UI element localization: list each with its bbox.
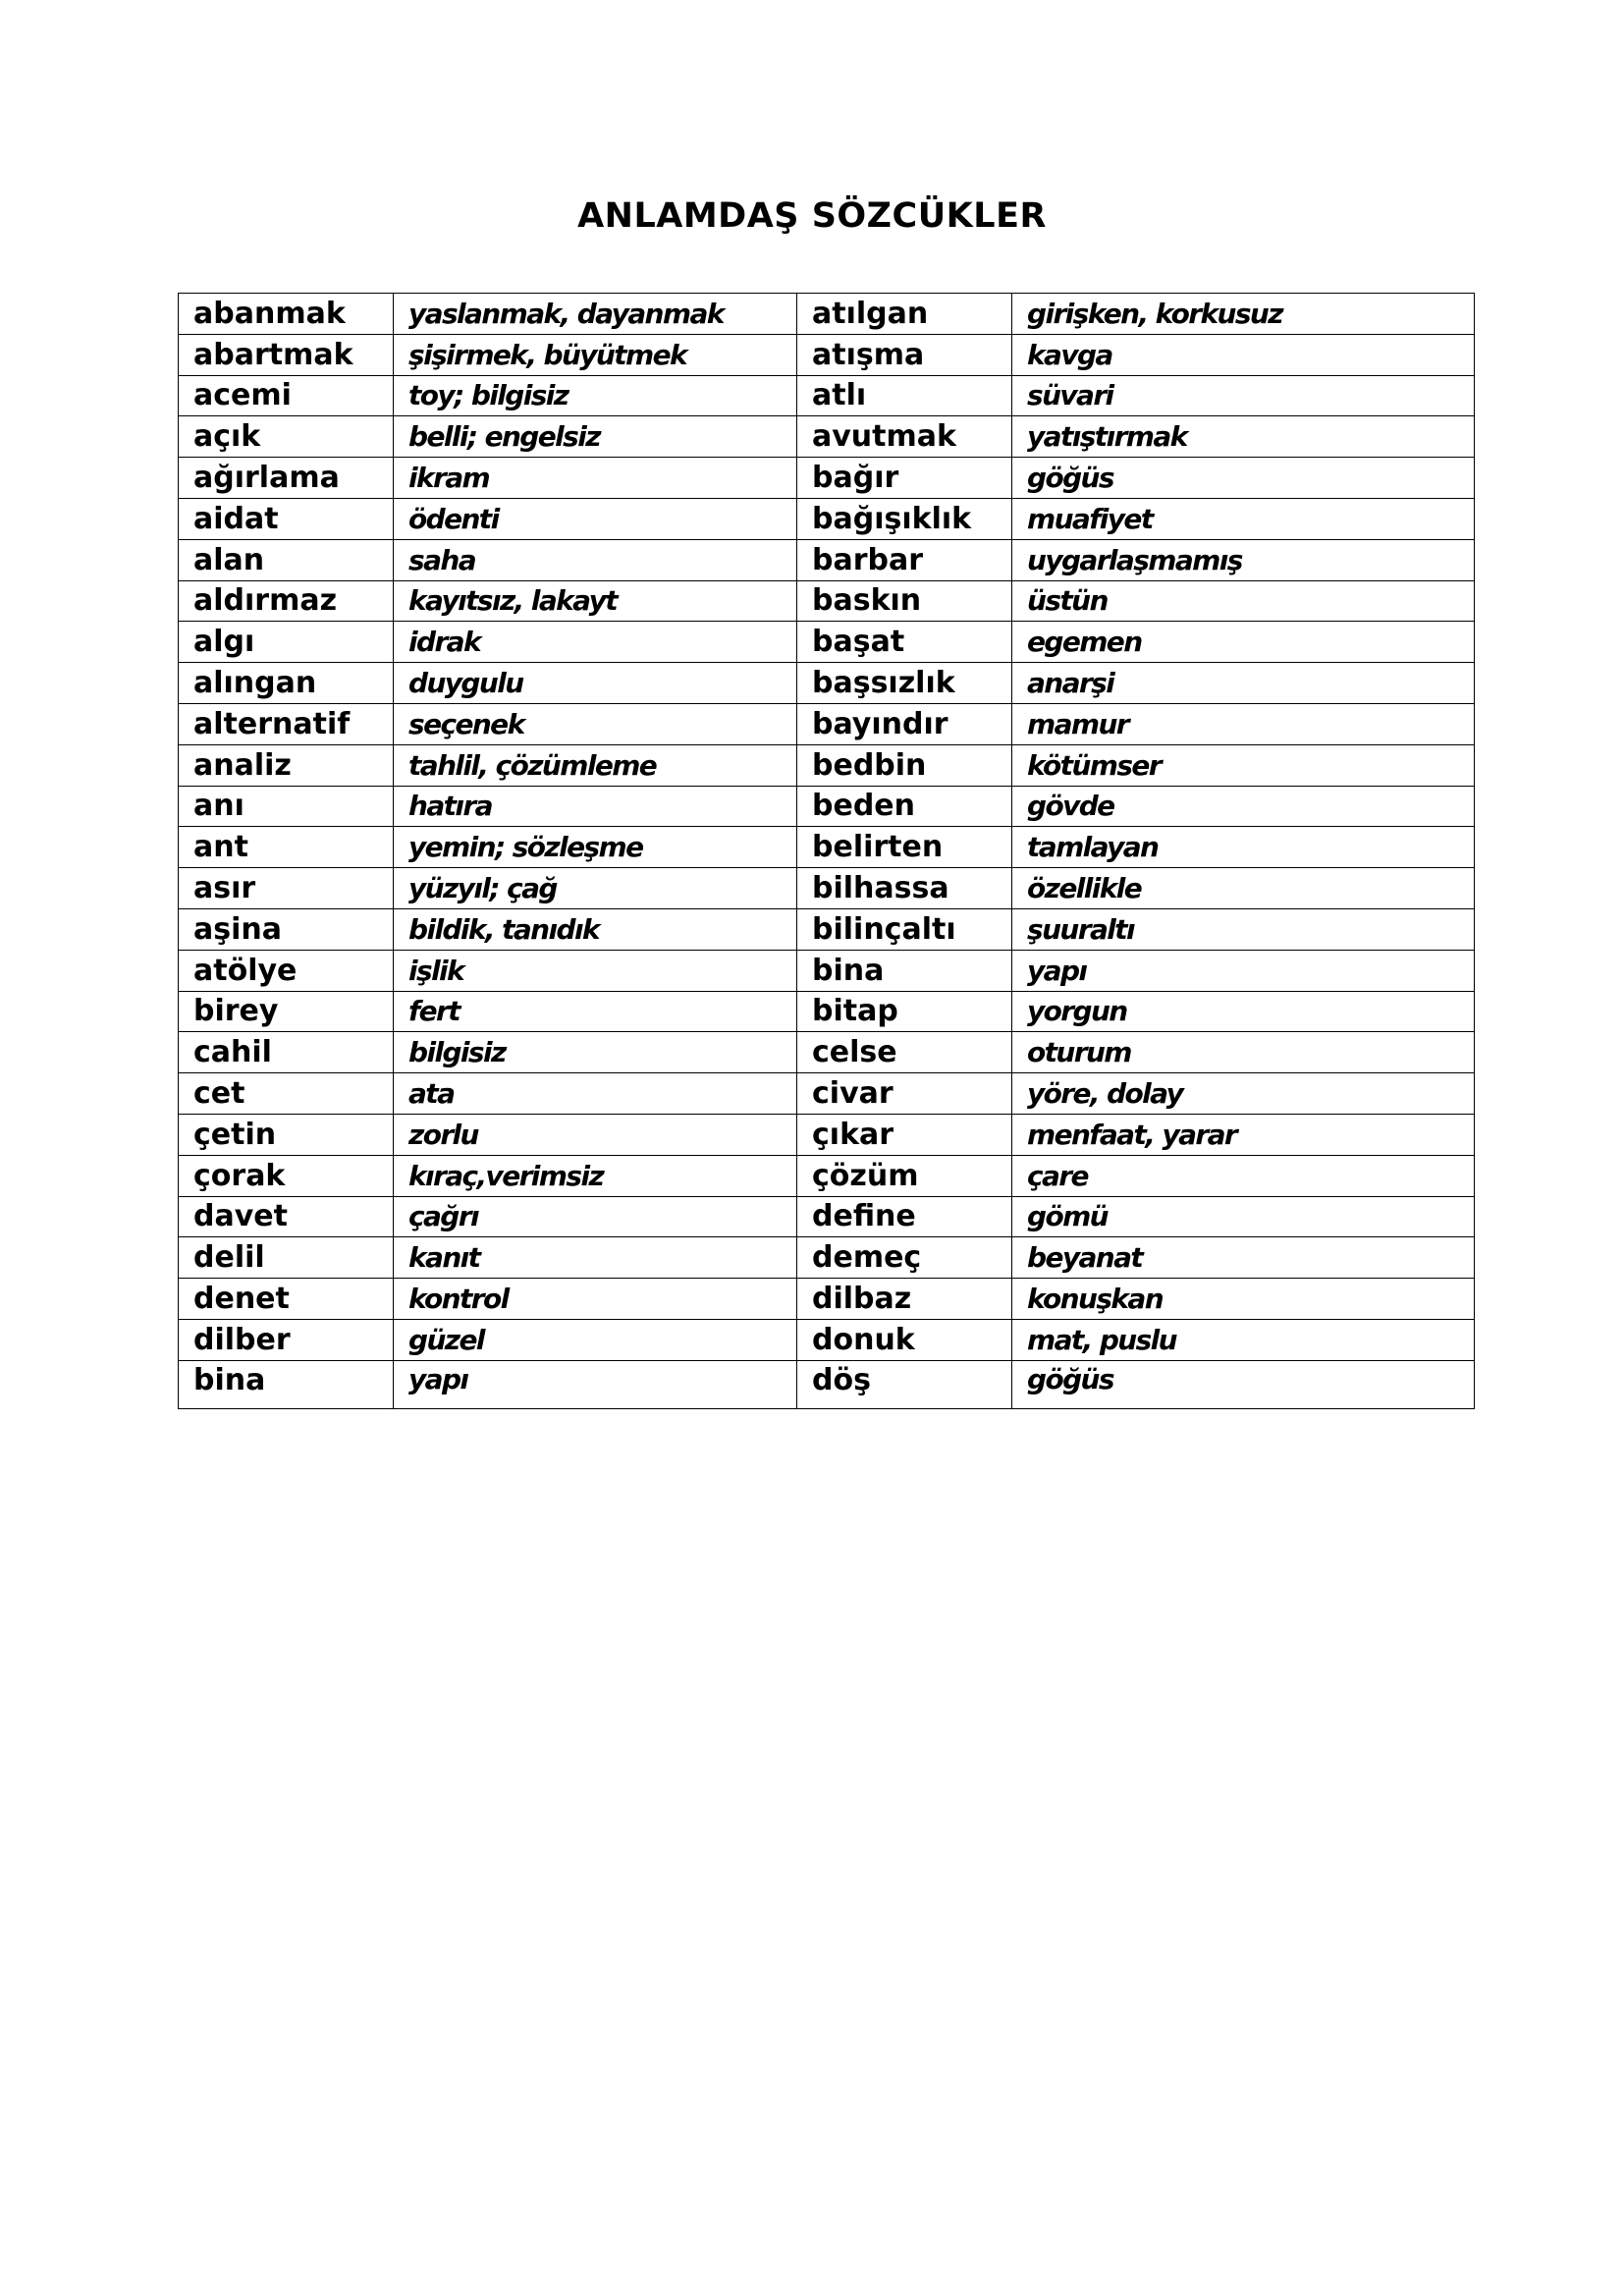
word-text: atölye [193, 953, 298, 988]
synonym-text: gövde [1027, 790, 1114, 823]
synonym-text: özellikle [1027, 872, 1142, 905]
synonym-table [178, 293, 1475, 1409]
word-text: bedbin [812, 747, 927, 783]
word-cell [179, 1032, 394, 1073]
word-cell [179, 539, 394, 580]
synonym-cell [1012, 1196, 1475, 1237]
table-row [179, 908, 1475, 950]
word-cell [179, 498, 394, 539]
synonym-cell [394, 1319, 797, 1360]
synonym-cell [1012, 1319, 1475, 1360]
synonym-cell [1012, 1279, 1475, 1320]
word-cell [797, 498, 1012, 539]
table-row [179, 786, 1475, 827]
table-row [179, 1279, 1475, 1320]
synonym-text: güzel [408, 1323, 484, 1356]
word-cell [797, 1155, 1012, 1196]
synonym-text: kavga [1027, 338, 1112, 371]
synonym-text: anarşi [1027, 667, 1114, 700]
synonym-cell [394, 580, 797, 622]
word-text: dilbaz [812, 1282, 912, 1317]
synonym-text: kötümser [1027, 748, 1162, 782]
synonym-text: mamur [1027, 707, 1128, 740]
word-cell [179, 1155, 394, 1196]
synonym-text: kanıt [408, 1241, 480, 1275]
table-row [179, 1114, 1475, 1155]
synonym-cell [1012, 786, 1475, 827]
word-cell [797, 1237, 1012, 1279]
synonym-cell [394, 416, 797, 458]
word-text: alan [193, 542, 265, 577]
word-text: acemi [193, 378, 292, 413]
synonym-text: muafiyet [1027, 502, 1153, 535]
word-text: beden [812, 789, 915, 824]
word-cell [797, 294, 1012, 335]
table-row [179, 334, 1475, 375]
synonym-text: oturum [1027, 1036, 1131, 1069]
synonym-text: belli; engelsiz [408, 420, 600, 454]
synonym-table-body [179, 294, 1475, 1409]
word-text: atılgan [812, 296, 929, 331]
word-cell [797, 622, 1012, 663]
synonym-cell [1012, 580, 1475, 622]
word-cell [179, 1114, 394, 1155]
synonym-cell [1012, 416, 1475, 458]
word-cell [179, 827, 394, 868]
synonym-cell [1012, 1155, 1475, 1196]
word-text: bina [193, 1362, 266, 1397]
synonym-cell [1012, 744, 1475, 786]
synonym-cell [1012, 827, 1475, 868]
synonym-text: kayıtsız, lakayt [408, 584, 618, 618]
word-text: alıngan [193, 666, 317, 701]
word-cell [179, 416, 394, 458]
synonym-cell [1012, 991, 1475, 1032]
table-row [179, 580, 1475, 622]
synonym-text: şuuraltı [1027, 912, 1135, 946]
word-cell [797, 416, 1012, 458]
word-cell [797, 580, 1012, 622]
table-row [179, 1319, 1475, 1360]
synonym-text: kontrol [408, 1283, 509, 1316]
synonym-cell [394, 703, 797, 744]
word-text: aidat [193, 501, 279, 536]
synonym-cell [394, 786, 797, 827]
synonym-text: ikram [408, 462, 490, 495]
word-cell [797, 334, 1012, 375]
table-row [179, 416, 1475, 458]
word-cell [179, 294, 394, 335]
word-text: başsızlık [812, 666, 955, 701]
synonym-cell [394, 622, 797, 663]
synonym-cell [394, 294, 797, 335]
word-text: atlı [812, 378, 867, 413]
word-text: bayındır [812, 706, 948, 741]
word-cell [179, 580, 394, 622]
synonym-cell [394, 744, 797, 786]
synonym-cell [394, 458, 797, 499]
synonym-text: egemen [1027, 626, 1142, 659]
word-text: bina [812, 953, 885, 988]
synonym-text: işlik [408, 954, 464, 987]
word-text: abanmak [193, 296, 346, 331]
synonym-cell [394, 827, 797, 868]
word-text: define [812, 1199, 916, 1234]
synonym-text: hatıra [408, 790, 492, 823]
synonym-text: beyanat [1027, 1241, 1143, 1275]
word-cell [179, 1073, 394, 1115]
synonym-text: yaslanmak, dayanmak [408, 297, 724, 330]
word-text: aldırmaz [193, 583, 338, 619]
synonym-text: çare [1027, 1159, 1088, 1192]
table-row [179, 375, 1475, 416]
table-row [179, 1196, 1475, 1237]
word-cell [179, 622, 394, 663]
word-text: alternatif [193, 706, 351, 741]
word-cell [797, 786, 1012, 827]
word-text: çıkar [812, 1117, 894, 1152]
word-text: abartmak [193, 337, 353, 372]
word-cell [179, 786, 394, 827]
table-row [179, 1155, 1475, 1196]
synonym-text: kıraç,verimsiz [408, 1159, 604, 1192]
word-text: bağışıklık [812, 501, 972, 536]
word-text: demeç [812, 1240, 922, 1276]
word-cell [797, 827, 1012, 868]
word-text: bağır [812, 461, 899, 496]
synonym-cell [394, 991, 797, 1032]
word-cell [179, 1237, 394, 1279]
word-text: çözüm [812, 1158, 919, 1193]
synonym-cell [394, 868, 797, 909]
word-text: birey [193, 994, 279, 1029]
word-text: bitap [812, 994, 898, 1029]
synonym-cell [394, 1237, 797, 1279]
word-text: bilhassa [812, 871, 949, 906]
synonym-text: yüzyıl; çağ [408, 872, 557, 905]
word-cell [797, 1032, 1012, 1073]
word-cell [179, 1360, 394, 1408]
word-text: çetin [193, 1117, 277, 1152]
word-text: delil [193, 1240, 265, 1276]
word-text: döş [812, 1362, 871, 1397]
word-text: dilber [193, 1322, 291, 1357]
word-text: algı [193, 625, 255, 660]
word-cell [179, 458, 394, 499]
synonym-text: süvari [1027, 379, 1113, 412]
synonym-cell [394, 1032, 797, 1073]
table-row [179, 458, 1475, 499]
synonym-cell [1012, 1237, 1475, 1279]
synonym-text: yatıştırmak [1027, 420, 1187, 454]
synonym-cell [394, 375, 797, 416]
synonym-text: yöre, dolay [1027, 1077, 1183, 1111]
word-cell [797, 1073, 1012, 1115]
synonym-text: yapı [1027, 954, 1087, 987]
word-cell [179, 663, 394, 704]
word-cell [179, 908, 394, 950]
synonym-text: seçenek [408, 707, 524, 740]
synonym-text: girişken, korkusuz [1027, 297, 1282, 330]
table-row [179, 663, 1475, 704]
word-text: asır [193, 871, 256, 906]
synonym-cell [1012, 1360, 1475, 1408]
word-cell [797, 663, 1012, 704]
word-cell [797, 539, 1012, 580]
word-text: aşina [193, 911, 282, 947]
table-row [179, 827, 1475, 868]
synonym-text: toy; bilgisiz [408, 379, 568, 412]
synonym-text: tamlayan [1027, 831, 1159, 864]
synonym-cell [394, 1155, 797, 1196]
word-text: çorak [193, 1158, 286, 1193]
synonym-cell [394, 908, 797, 950]
word-cell [179, 991, 394, 1032]
synonym-cell [1012, 908, 1475, 950]
word-text: avutmak [812, 419, 956, 455]
synonym-text: göğüs [1027, 1362, 1113, 1395]
synonym-text: saha [408, 543, 475, 576]
synonym-text: uygarlaşmamış [1027, 543, 1242, 576]
word-cell [797, 1360, 1012, 1408]
word-cell [179, 334, 394, 375]
synonym-cell [1012, 1032, 1475, 1073]
word-cell [797, 375, 1012, 416]
word-cell [797, 950, 1012, 991]
synonym-text: tahlil, çözümleme [408, 748, 657, 782]
word-cell [179, 703, 394, 744]
synonym-text: üstün [1027, 584, 1108, 618]
word-cell [797, 703, 1012, 744]
table-row [179, 991, 1475, 1032]
word-text: davet [193, 1199, 288, 1234]
word-text: başat [812, 625, 905, 660]
synonym-cell [1012, 539, 1475, 580]
synonym-cell [1012, 375, 1475, 416]
table-row [179, 294, 1475, 335]
synonym-cell [394, 663, 797, 704]
synonym-text: menfaat, yarar [1027, 1118, 1237, 1151]
page-title: ANLAMDAŞ SÖZCÜKLER [577, 196, 1047, 236]
word-cell [179, 868, 394, 909]
synonym-cell [1012, 868, 1475, 909]
synonym-cell [394, 539, 797, 580]
word-cell [797, 991, 1012, 1032]
word-cell [797, 1279, 1012, 1320]
word-cell [179, 950, 394, 991]
word-cell [797, 458, 1012, 499]
synonym-text: bildik, tanıdık [408, 912, 599, 946]
word-text: cet [193, 1076, 245, 1112]
word-cell [797, 908, 1012, 950]
synonym-cell [1012, 334, 1475, 375]
table-row [179, 1032, 1475, 1073]
word-cell [797, 744, 1012, 786]
synonym-cell [1012, 1073, 1475, 1115]
word-cell [179, 1319, 394, 1360]
synonym-cell [394, 334, 797, 375]
synonym-cell [394, 498, 797, 539]
synonym-cell [394, 1279, 797, 1320]
word-cell [179, 1196, 394, 1237]
word-cell [797, 1319, 1012, 1360]
table-row [179, 498, 1475, 539]
synonym-text: yorgun [1027, 995, 1127, 1028]
word-text: ant [193, 830, 248, 865]
table-row [179, 622, 1475, 663]
word-text: denet [193, 1282, 290, 1317]
synonym-cell [1012, 663, 1475, 704]
synonym-text: duygulu [408, 667, 523, 700]
synonym-text: yapı [408, 1362, 468, 1395]
word-cell [179, 375, 394, 416]
synonym-text: şişirmek, büyütmek [408, 338, 687, 371]
synonym-cell [394, 1360, 797, 1408]
word-text: civar [812, 1076, 893, 1112]
synonym-text: zorlu [408, 1118, 478, 1151]
table-row [179, 744, 1475, 786]
word-text: donuk [812, 1322, 915, 1357]
table-row [179, 1360, 1475, 1408]
word-cell [797, 1196, 1012, 1237]
word-cell [797, 868, 1012, 909]
synonym-cell [394, 1114, 797, 1155]
word-text: ağırlama [193, 461, 340, 496]
synonym-cell [394, 1196, 797, 1237]
word-text: atışma [812, 337, 925, 372]
table-row [179, 1073, 1475, 1115]
synonym-text: bilgisiz [408, 1036, 506, 1069]
synonym-text: ödenti [408, 502, 499, 535]
synonym-cell [1012, 294, 1475, 335]
synonym-text: idrak [408, 626, 480, 659]
word-text: barbar [812, 542, 924, 577]
word-text: analiz [193, 747, 292, 783]
synonym-cell [1012, 1114, 1475, 1155]
synonym-text: çağrı [408, 1200, 478, 1233]
word-cell [797, 1114, 1012, 1155]
synonym-text: fert [408, 995, 460, 1028]
table-row [179, 950, 1475, 991]
synonym-cell [1012, 458, 1475, 499]
word-cell [179, 744, 394, 786]
table-row [179, 703, 1475, 744]
synonym-text: konuşkan [1027, 1283, 1164, 1316]
synonym-cell [1012, 498, 1475, 539]
synonym-text: gömü [1027, 1200, 1108, 1233]
table-row [179, 1237, 1475, 1279]
table-row [179, 868, 1475, 909]
word-text: açık [193, 419, 261, 455]
synonym-cell [394, 1073, 797, 1115]
word-text: bilinçaltı [812, 911, 956, 947]
synonym-text: ata [408, 1077, 455, 1111]
synonym-text: mat, puslu [1027, 1323, 1177, 1356]
word-text: belirten [812, 830, 944, 865]
word-text: cahil [193, 1035, 272, 1070]
synonym-cell [1012, 703, 1475, 744]
synonym-cell [1012, 622, 1475, 663]
word-text: celse [812, 1035, 897, 1070]
table-row [179, 539, 1475, 580]
word-cell [179, 1279, 394, 1320]
synonym-cell [1012, 950, 1475, 991]
synonym-text: yemin; sözleşme [408, 831, 643, 864]
synonym-text: göğüs [1027, 462, 1113, 495]
word-text: anı [193, 789, 244, 824]
synonym-cell [394, 950, 797, 991]
word-text: baskın [812, 583, 922, 619]
